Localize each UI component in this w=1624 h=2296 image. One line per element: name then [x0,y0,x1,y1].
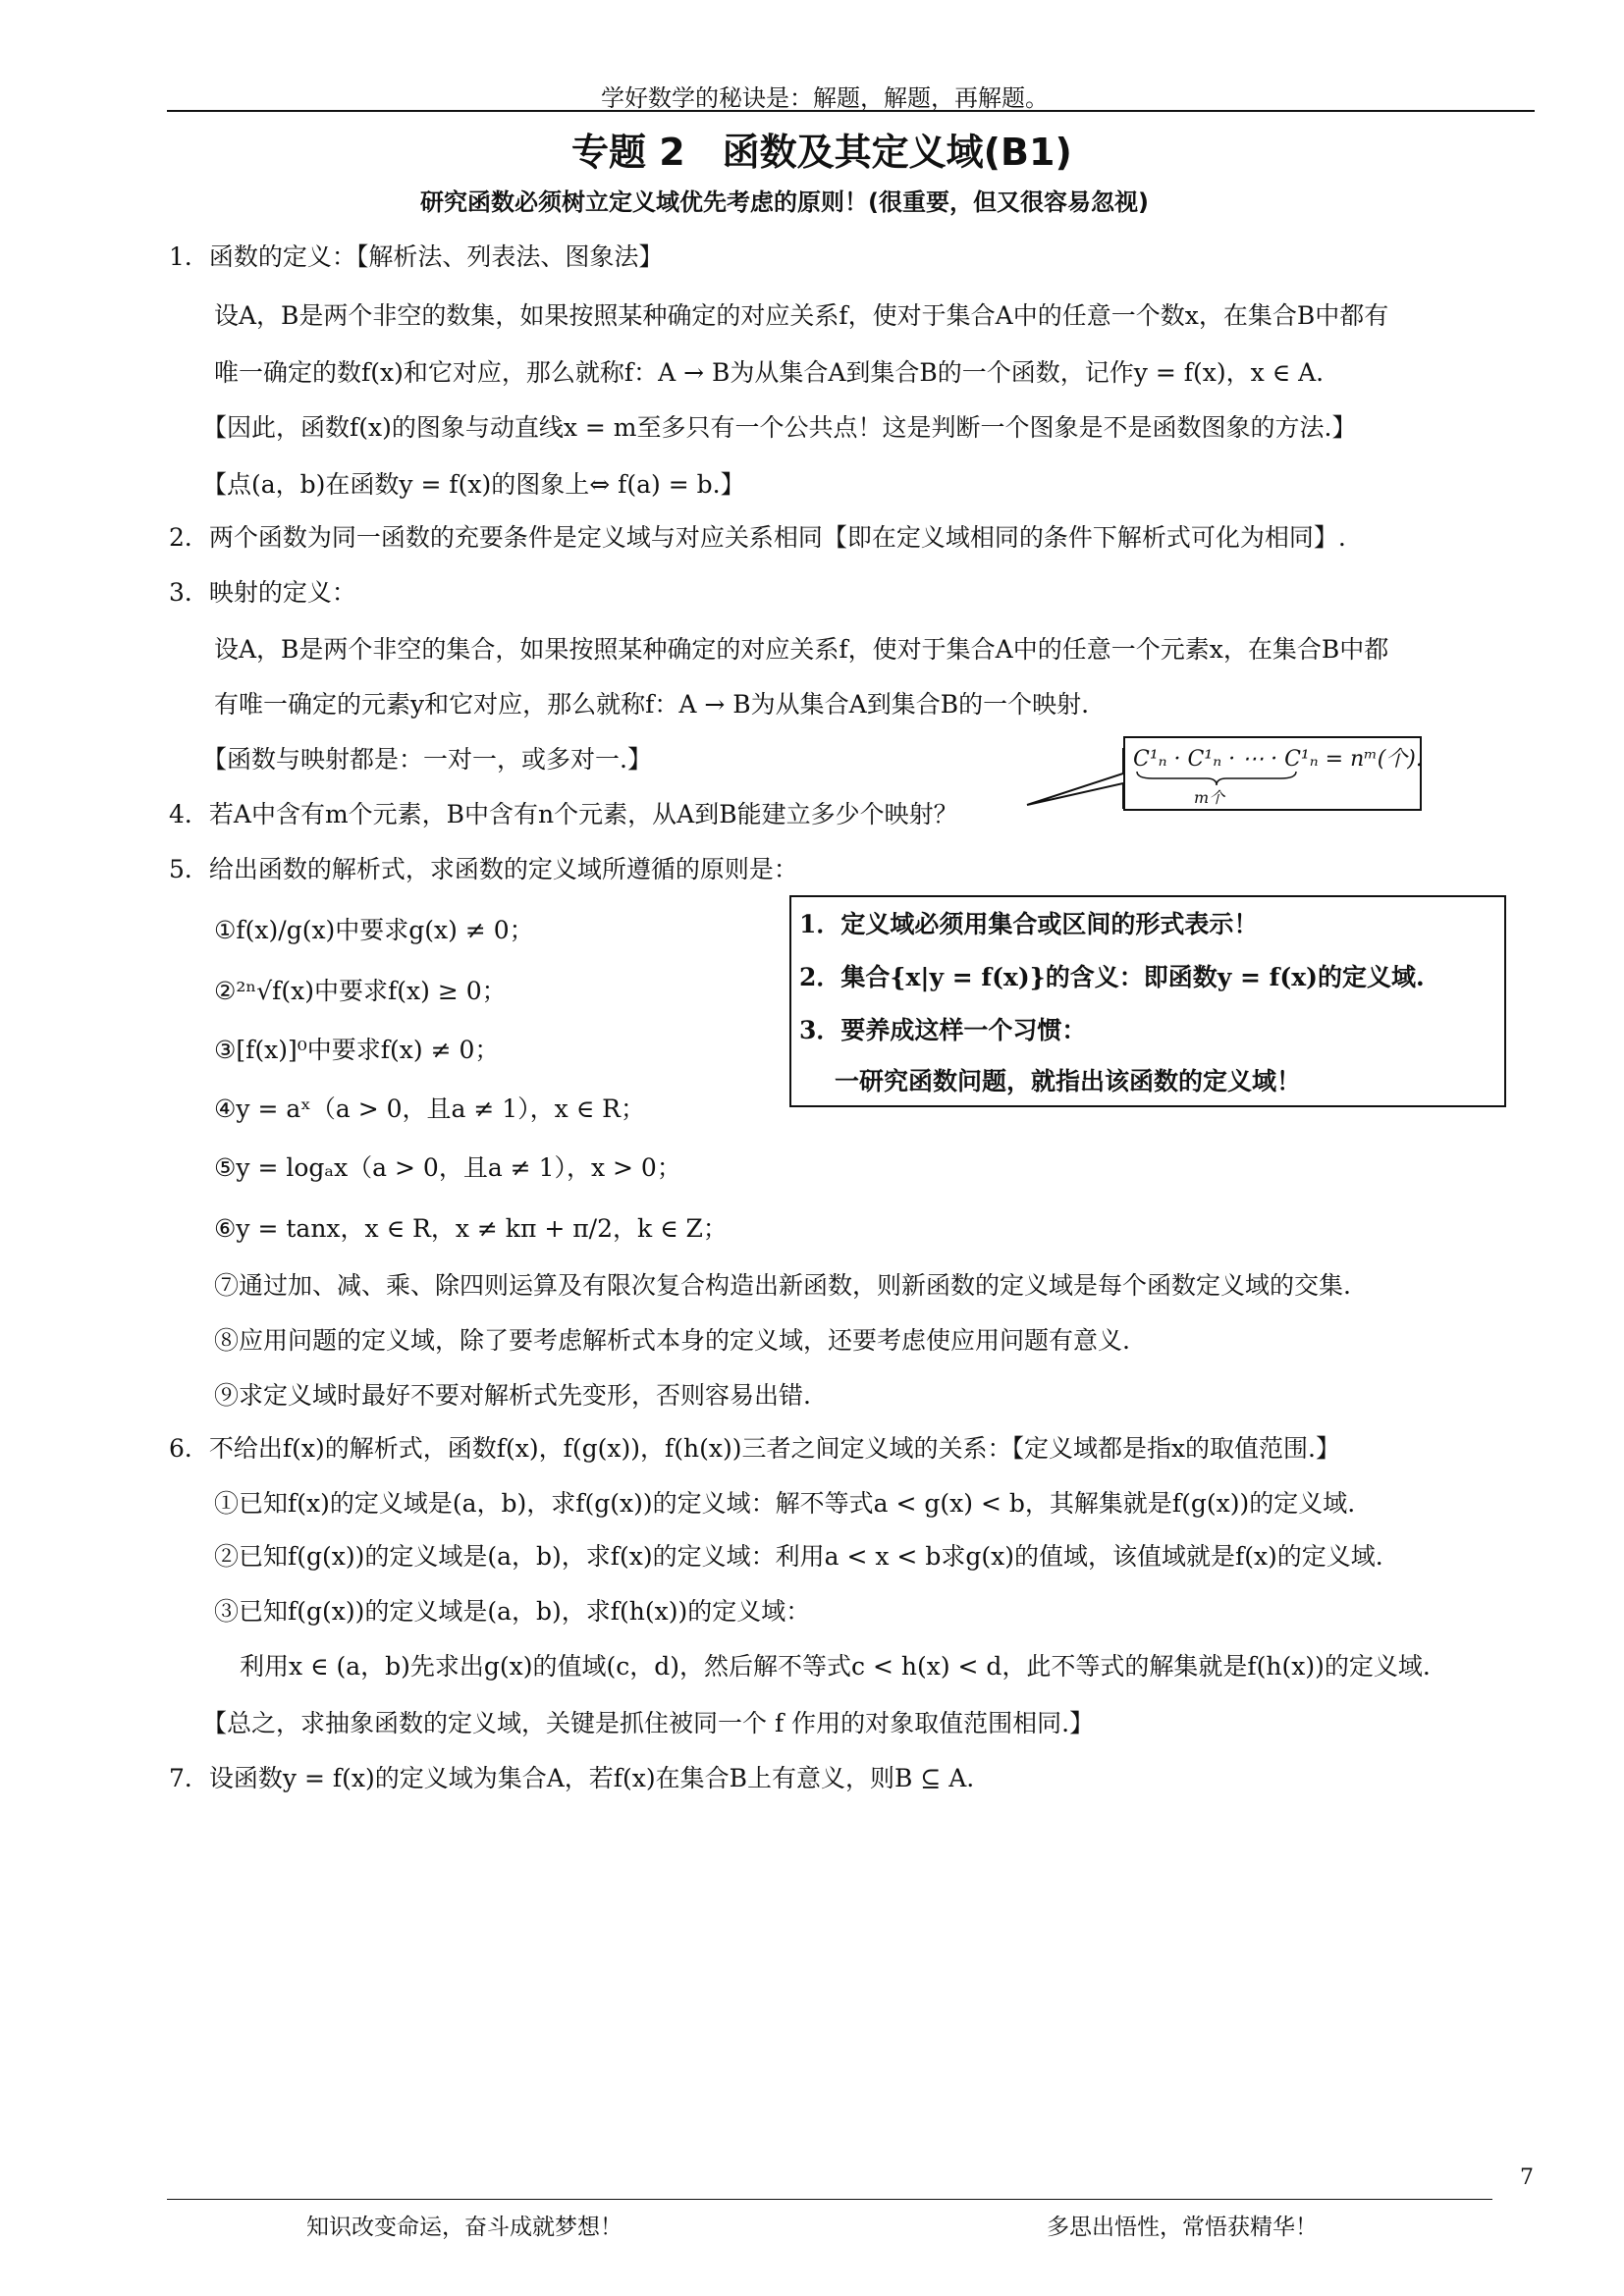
function-graph-note: 【因此，函数f(x)的图象与动直线x = m至多只有一个公共点！这是判断一个图象是不是函数图象的方法.】 [202,413,1357,442]
section-6-heading: 6．不给出f(x)的解析式，函数f(x)，f(g(x))，f(h(x))三者之间定义域的关系：【定义域都是指x的取值范围.】 [169,1434,1341,1463]
definition-domain-notes-box [789,895,1506,1107]
section-7-text: 7．设函数y = f(x)的定义域为集合A，若f(x)在集合B上有意义，则B ⊆ A. [169,1764,975,1792]
section-2-text: 2．两个函数为同一函数的充要条件是定义域与对应关系相同【即在定义域相同的条件下解析式可化为相同】. [169,523,1346,552]
header-motto: 学好数学的秘诀是：解题，解题，再解题。 [601,84,1049,112]
footer-left-motto: 知识改变命运，奋斗成就梦想！ [306,2215,623,2240]
note-4: 一研究函数问题，就指出该函数的定义域！ [835,1067,1302,1095]
page-subtitle: 研究函数必须树立定义域优先考虑的原则！(很重要，但又很容易忽视) [420,188,1149,216]
rule-2-even-root: ②²ⁿ√f(x)中要求f(x) ≥ 0； [214,977,507,1005]
case-2: ②已知f(g(x))的定义域是(a，b)，求f(x)的定义域：利用a < x < b求g(x)的值域，该值域就是f(x)的定义域. [214,1542,1383,1571]
note-2: 2．集合{x|y = f(x)}的含义：即函数y = f(x)的定义域. [799,963,1425,991]
note-3: 3．要养成这样一个习惯： [799,1016,1087,1044]
section-4-question: 4．若A中含有m个元素，B中含有n个元素，从A到B能建立多少个映射？ [169,800,958,828]
case-1: ①已知f(x)的定义域是(a，b)，求f(g(x))的定义域：解不等式a < g(x) < b，其解集就是f(g(x))的定义域. [214,1489,1356,1518]
page-number: 7 [1520,2165,1534,2190]
brace-label: m个 [1194,788,1225,807]
header-rule [167,110,1535,112]
note-1: 1．定义域必须用集合或区间的形式表示！ [799,910,1259,938]
function-definition-line-1: 设A，B是两个非空的数集，如果按照某种确定的对应关系f，使对于集合A中的任意一个数x，在集合B中都有 [214,301,1389,330]
section-1-heading: 1．函数的定义：【解析法、列表法、图象法】 [169,242,664,271]
mapping-count-formula: C¹ₙ · C¹ₙ · ⋯ · C¹ₙ = nᵐ(个). [1133,747,1423,772]
rule-1-fraction: ①f(x)/g(x)中要求g(x) ≠ 0； [214,916,534,944]
function-definition-line-2: 唯一确定的数f(x)和它对应，那么就称f：A → B为从集合A到集合B的一个函数，记作y = f(x)，x ∈ A. [214,358,1325,387]
point-on-graph-note: 【点(a，b)在函数y = f(x)的图象上⇔ f(a) = b.】 [202,470,745,499]
rule-7-composition: ⑦通过加、减、乘、除四则运算及有限次复合构造出新函数，则新函数的定义域是每个函数定义域的交集. [214,1271,1351,1300]
rule-3-zero-power: ③[f(x)]⁰中要求f(x) ≠ 0； [214,1036,500,1064]
mapping-count-callout [1123,736,1422,811]
page-title: 专题 2 函数及其定义域(B1) [571,131,1072,174]
rule-5-logarithm: ⑤y = logₐx（a > 0，且a ≠ 1），x > 0； [214,1153,681,1182]
footer-rule [167,2199,1492,2200]
mapping-note: 【函数与映射都是：一对一，或多对一.】 [202,745,652,774]
mapping-definition-line-2: 有唯一确定的元素y和它对应，那么就称f：A → B为从集合A到集合B的一个映射. [214,690,1090,719]
rule-4-exponential: ④y = aˣ（a > 0，且a ≠ 1），x ∈ R； [214,1095,646,1123]
mapping-definition-line-1: 设A，B是两个非空的集合，如果按照某种确定的对应关系f，使对于集合A中的任意一个元素x，在集合B中都 [214,635,1389,664]
rule-8-applied: ⑧应用问题的定义域，除了要考虑解析式本身的定义域，还要考虑使应用问题有意义. [214,1326,1130,1355]
footer-right-motto: 多思出悟性，常悟获精华！ [1047,2215,1318,2240]
rule-9-no-transform: ⑨求定义域时最好不要对解析式先变形，否则容易出错. [214,1381,811,1410]
section-5-heading: 5．给出函数的解析式，求函数的定义域所遵循的原则是： [169,855,798,883]
summary-note: 【总之，求抽象函数的定义域，关键是抓住被同一个 f 作用的对象取值范围相同.】 [202,1709,1095,1737]
case-3-method: 利用x ∈ (a，b)先求出g(x)的值域(c，d)，然后解不等式c < h(x) < d，此不等式的解集就是f(h(x))的定义域. [240,1652,1431,1681]
rule-6-tangent: ⑥y = tanx，x ∈ R，x ≠ kπ + π/2，k ∈ Z； [214,1214,728,1243]
case-3: ③已知f(g(x))的定义域是(a，b)，求f(h(x))的定义域： [214,1597,811,1626]
callout-pointer [1021,736,1139,815]
section-3-heading: 3．映射的定义： [169,578,356,607]
